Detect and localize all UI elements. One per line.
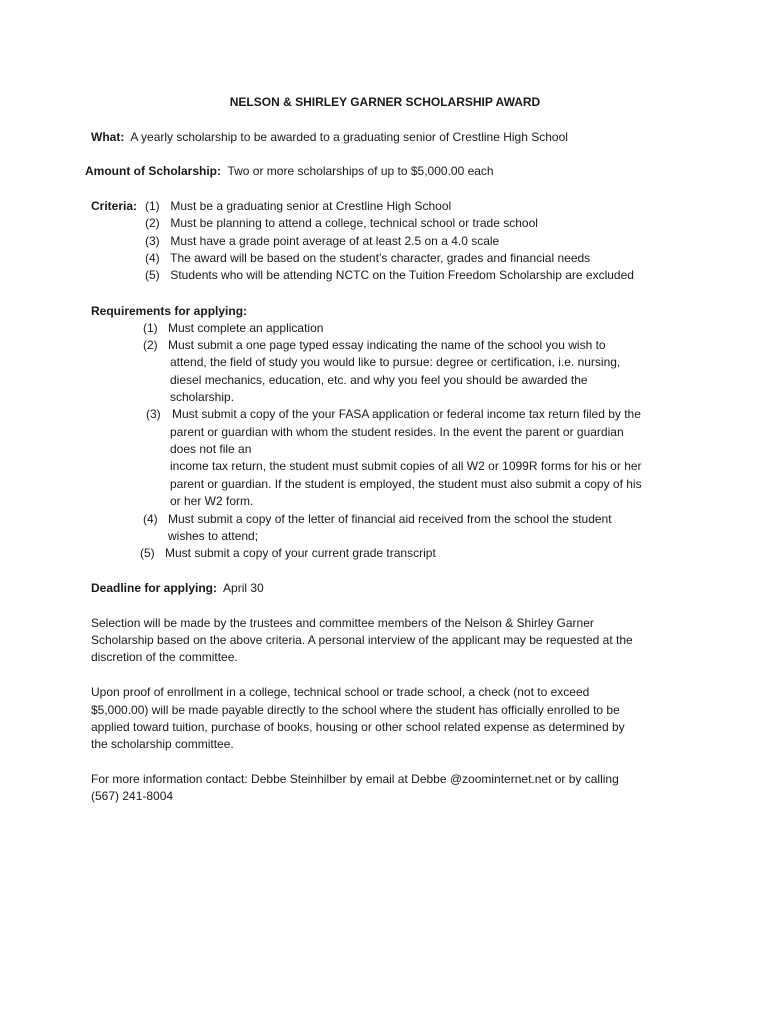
contact-phone: (567) 241-8004 — [91, 789, 174, 803]
requirement-line: diesel mechanics, education, etc. and why you feel you should be awarded the — [170, 373, 588, 387]
what-label: What: — [91, 130, 125, 144]
requirements-label: Requirements for applying: — [91, 304, 248, 318]
criteria-num: (2) — [145, 216, 160, 230]
requirement-line: Must complete an application — [168, 321, 324, 335]
requirement-line: Must submit a copy of the letter of financial aid received from the school the student — [168, 512, 612, 526]
page-title: NELSON & SHIRLEY GARNER SCHOLARSHIP AWARD — [229, 95, 541, 109]
requirement-line: attend, the field of study you would like to pursue: degree or certification, i.e. nursing, — [170, 355, 621, 369]
requirement-line: or her W2 form. — [170, 494, 254, 508]
deadline-label: Deadline for applying: — [91, 581, 218, 595]
deadline-line — [91, 580, 264, 597]
what-line — [91, 129, 568, 146]
amount-label: Amount of Scholarship: — [85, 164, 221, 178]
selection-line: Selection will be made by the trustees and committee members of the Nelson & Shirley Garner — [91, 616, 594, 630]
amount-line — [85, 163, 494, 180]
criteria-text: Students who will be attending NCTC on the Tuition Freedom Scholarship are excluded — [170, 268, 634, 282]
requirement-num: (2) — [143, 338, 158, 352]
requirement-line: wishes to attend; — [168, 529, 259, 543]
deadline-text: April 30 — [223, 581, 264, 595]
requirement-line: Must submit a copy of the your FASA application or federal income tax return filed by the — [172, 407, 641, 421]
criteria-item — [145, 233, 499, 250]
requirement-num: (3) — [146, 407, 161, 421]
enrollment-line: applied toward tuition, purchase of books, housing or other school related expense as determined by — [91, 720, 625, 734]
requirement-num: (1) — [143, 321, 158, 335]
criteria-num: (5) — [145, 268, 160, 282]
requirement-num: (5) — [140, 546, 155, 560]
criteria-item — [145, 215, 538, 232]
criteria-item — [145, 198, 451, 215]
requirement-num: (4) — [143, 512, 158, 526]
criteria-text: Must have a grade point average of at least 2.5 on a 4.0 scale — [170, 234, 500, 248]
selection-line: discretion of the committee. — [91, 650, 238, 664]
requirement-line: does not file an — [170, 442, 252, 456]
what-text: A yearly scholarship to be awarded to a graduating senior of Crestline High School — [130, 130, 568, 144]
criteria-num: (3) — [145, 234, 160, 248]
criteria-text: Must be a graduating senior at Crestline High School — [170, 199, 452, 213]
enrollment-line: $5,000.00) will be made payable directly to the school where the student has officially enrolled to be — [91, 703, 620, 717]
requirement-line: Must submit a one page typed essay indicating the name of the school you wish to — [168, 338, 606, 352]
criteria-label: Criteria: — [91, 199, 138, 213]
criteria-num: (4) — [145, 251, 160, 265]
requirement-line: Must submit a copy of your current grade transcript — [165, 546, 436, 560]
requirement-line: scholarship. — [170, 390, 235, 404]
requirement-line: income tax return, the student must submit copies of all W2 or 1099R forms for his or her — [170, 459, 642, 473]
criteria-num: (1) — [145, 199, 160, 213]
criteria-text: Must be planning to attend a college, technical school or trade school — [170, 216, 538, 230]
criteria-item — [145, 250, 590, 267]
requirement-line: parent or guardian. If the student is employed, the student must also submit a copy of his — [170, 477, 642, 491]
amount-text: Two or more scholarships of up to $5,000.00 each — [227, 164, 494, 178]
selection-line: Scholarship based on the above criteria. A personal interview of the applicant may be requested at the — [91, 633, 633, 647]
criteria-text: The award will be based on the student’s character, grades and financial needs — [170, 251, 591, 265]
requirement-line: parent or guardian with whom the student resides. In the event the parent or guardian — [170, 425, 624, 439]
contact-line: For more information contact: Debbe Steinhilber by email at Debbe @zoominternet.net or by calling — [91, 772, 619, 786]
criteria-item — [145, 267, 634, 284]
enrollment-line: Upon proof of enrollment in a college, technical school or trade school, a check (not to exceed — [91, 685, 590, 699]
enrollment-line: the scholarship committee. — [91, 737, 234, 751]
